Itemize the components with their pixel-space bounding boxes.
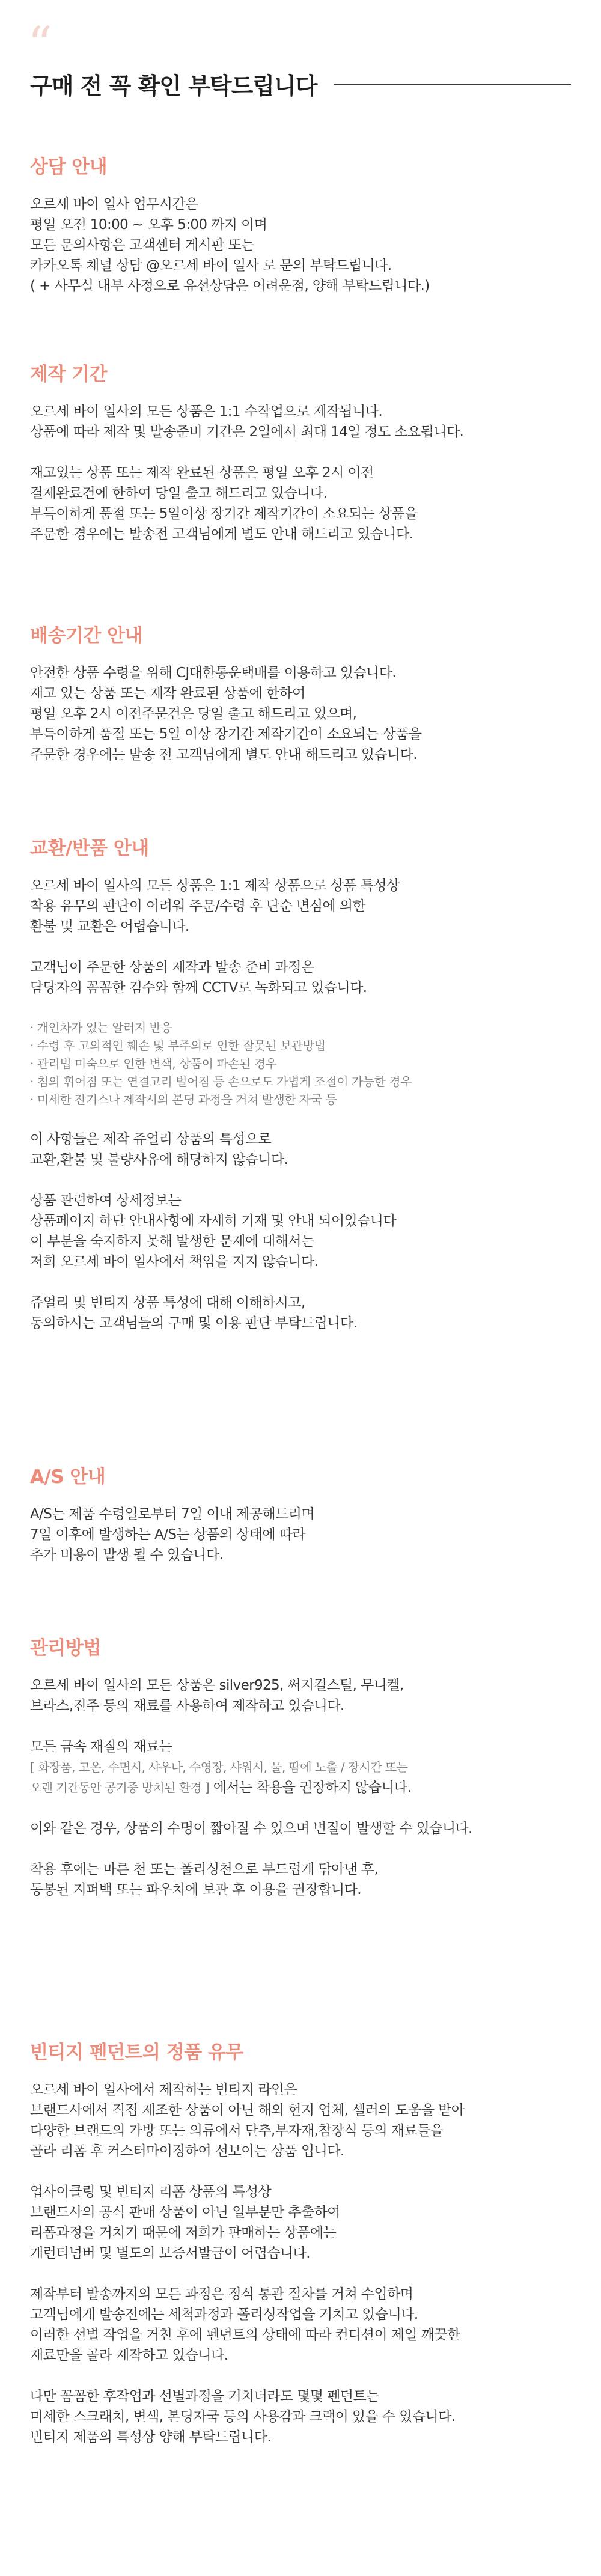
- exclusion-item: · 침의 휘어짐 또는 연결고리 벌어짐 등 손으로도 가볍게 조절이 가능한 경우: [30, 1074, 412, 1089]
- care-paragraph-4: 착용 후에는 마른 천 또는 폴리싱천으로 부드럽게 닦아낸 후, 동봉된 지퍼백 또는 파우치에 보관 후 이용을 권장합니다.: [30, 1862, 379, 1898]
- exclusion-item: · 관리법 미숙으로 인한 변색, 상품이 파손된 경우: [30, 1056, 277, 1071]
- shipping-paragraph: 안전한 상품 수령을 위해 CJ대한통운택배를 이용하고 있습니다. 재고 있는 상품 또는 제작 완료된 상품에 한하여 평일 오후 2시 이전주문건은 당일 출고 해드리고 있으며, 부득이하게 품절 또는 5일 이상 장기간 제작기간이 소요되는 상품을 주문한 경우에는 발송 전 고객님에게 별도 안내 해드리고 있습니다.: [30, 665, 422, 763]
- exchange-paragraph-2: 고객님이 주문한 상품의 제작과 발송 준비 과정은 담당자의 꼼꼼한 검수와 함께 CCTV로 녹화되고 있습니다.: [30, 960, 367, 996]
- care-paragraph-2-intro: 모든 금속 재질의 재료는: [30, 1739, 172, 1755]
- vintage-paragraph-1: 오르세 바이 일사에서 제작하는 빈티지 라인은 브랜드사에서 직접 제조한 상품이 아닌 해외 현지 업체, 셀러의 도움을 받아 다양한 브랜드의 가방 또는 의류에서 단추,부자재,참장식 등의 재료들을 골라 리폼 후 커스터마이징하여 선보이는 상품 입니다.: [30, 2082, 465, 2159]
- section-exchange: [30, 833, 571, 1333]
- exchange-paragraph-4: 상품 관련하여 상세정보는 상품페이지 하단 안내사항에 자세히 기재 및 안내 되어있습니다 이 부분을 숙지하지 못해 발생한 문제에 대해서는 저희 오르세 바이 일사에서 책임을 지지 않습니다.: [30, 1193, 397, 1270]
- care-paragraph-2: [30, 1737, 571, 1798]
- care-paragraph-2-end: 에서는 착용을 권장하지 않습니다.: [209, 1780, 412, 1795]
- exchange-paragraph-5: 쥬얼리 및 빈티지 상품 특성에 대해 이해하시고, 동의하시는 고객님들의 구매 및 이용 판단 부탁드립니다.: [30, 1295, 358, 1331]
- as-paragraph: A/S는 제품 수령일로부터 7일 이내 제공해드리며 7일 이후에 발생하는 A/S는 상품의 상태에 따라 추가 비용이 발생 될 수 있습니다.: [30, 1506, 314, 1563]
- vintage-paragraph-3: 제작부터 발송까지의 모든 과정은 정식 통관 절차를 거쳐 수입하며 고객님에게 발송전에는 세척과정과 폴리싱작업을 거치고 있습니다. 이러한 선별 작업을 거친 후에 펜던트의 상태에 따라 컨디션이 제일 깨끗한 재료만을 골라 제작하고 있습니다.: [30, 2286, 460, 2363]
- section-title-shipping: 배송기간 안내: [30, 625, 142, 647]
- exclusion-item: · 미세한 잔기스나 제작시의 본딩 과정을 거쳐 발생한 자국 등: [30, 1092, 337, 1107]
- production-paragraph-2: 재고있는 상품 또는 제작 완료된 상품은 평일 오후 2시 이전 결제완료건에 한하여 당일 출고 해드리고 있습니다. 부득이하게 품절 또는 5일이상 장기간 제작기간이 소요되는 상품을 주문한 경우에는 발송전 고객님에게 별도 안내 해드리고 있습니다.: [30, 465, 418, 542]
- section-shipping: [30, 620, 571, 765]
- production-paragraph-1: 오르세 바이 일사의 모든 상품은 1:1 수작업으로 제작됩니다. 상품에 따라 제작 및 발송준비 기간은 2일에서 최대 14일 정도 소요됩니다.: [30, 404, 464, 440]
- exchange-paragraph-3: 이 사항들은 제작 쥬얼리 상품의 특성으로 교환,환불 및 불량사유에 해당하지 않습니다.: [30, 1131, 288, 1168]
- section-title-care: 관리방법: [30, 1637, 101, 1659]
- section-title-vintage: 빈티지 펜던트의 정품 유무: [30, 2042, 243, 2063]
- section-consult: [30, 151, 571, 296]
- header-divider: [334, 84, 571, 85]
- section-production: [30, 359, 571, 544]
- quote-mark-icon: “: [28, 16, 52, 72]
- section-as: [30, 1461, 571, 1565]
- section-title-production: 제작 기간: [30, 364, 108, 385]
- exchange-exclusion-list: [30, 1019, 571, 1109]
- vintage-paragraph-2: 업사이클링 및 빈티지 리폼 상품의 특성상 브랜드사의 공식 판매 상품이 아닌 일부분만 추출하여 리폼과정을 거치기 때문에 저희가 판매하는 상품에는 개런티넘버 및 별도의 보증서발급이 어렵습니다.: [30, 2184, 340, 2261]
- care-paragraph-1: 오르세 바이 일사의 모든 상품은 silver925, 써지컬스틸, 무니켈, 브라스,진주 등의 재료를 사용하여 제작하고 있습니다.: [30, 1678, 404, 1714]
- page-title: 구매 전 꼭 확인 부탁드립니다: [30, 73, 317, 99]
- vintage-paragraph-4: 다만 꼼꼼한 후작업과 선별과정을 거치더라도 몇몇 펜던트는 미세한 스크래치, 변색, 본딩자국 등의 사용감과 크랙이 있을 수 있습니다. 빈티지 제품의 특성상 양해 부탁드립니다.: [30, 2389, 456, 2445]
- care-exposure-conditions: [ 화장품, 고온, 수면시, 샤우나, 수영장, 샤워시, 물, 땀에 노출 / 장시간 또는 오랜 기간동안 공기중 방치된 환경 ]: [30, 1760, 408, 1795]
- section-title-as: A/S 안내: [30, 1466, 106, 1488]
- exclusion-item: · 수령 후 고의적인 훼손 및 부주의로 인한 잘못된 보관방법: [30, 1038, 326, 1053]
- exclusion-item: · 개인차가 있는 알러지 반응: [30, 1020, 172, 1035]
- section-title-consult: 상담 안내: [30, 156, 108, 178]
- section-vintage: [30, 2037, 571, 2447]
- section-title-exchange: 교환/반품 안내: [30, 838, 149, 859]
- page-header: [30, 67, 571, 100]
- consult-paragraph: 오르세 바이 일사 업무시간은 평일 오전 10:00 ~ 오후 5:00 까지 이며 모든 문의사항은 고객센터 게시판 또는 카카오톡 채널 상담 @오르세 바이 일사 로 문의 부탁드립니다. ( + 사무실 내부 사정으로 유선상담은 어려운점, 양해 부탁드립니다.): [30, 196, 430, 294]
- care-paragraph-3: 이와 같은 경우, 상품의 수명이 짧아질 수 있으며 변질이 발생할 수 있습니다.: [30, 1821, 472, 1836]
- section-care: [30, 1633, 571, 1900]
- exchange-paragraph-1: 오르세 바이 일사의 모든 상품은 1:1 제작 상품으로 상품 특성상 착용 유무의 판단이 어려워 주문/수령 후 단순 변심에 의한 환불 및 교환은 어렵습니다.: [30, 878, 400, 934]
